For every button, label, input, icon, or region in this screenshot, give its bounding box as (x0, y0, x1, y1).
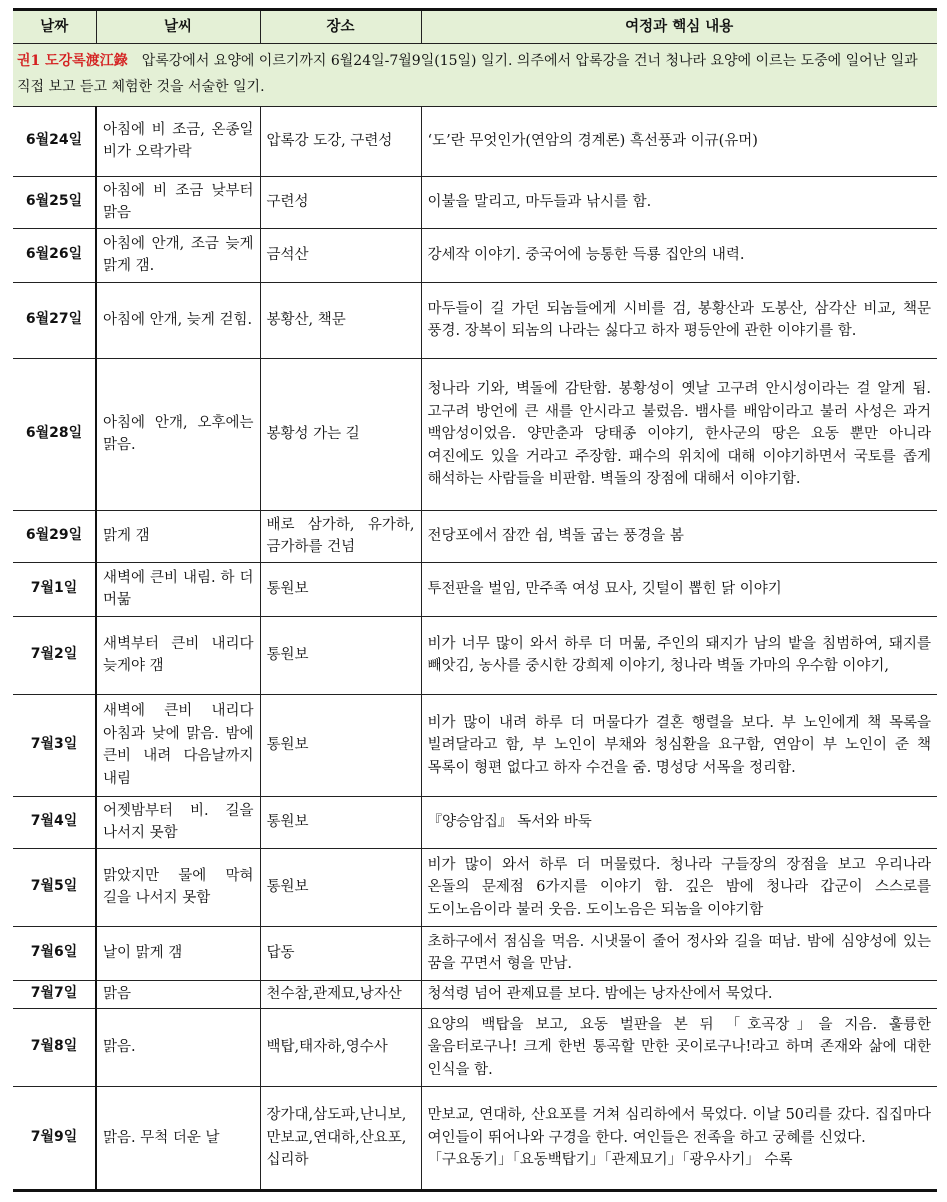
row-place: 천수참,관제묘,낭자산 (260, 980, 421, 1008)
row-weather: 아침에 안개, 늦게 걷힘. (96, 282, 260, 358)
table-row (13, 926, 937, 980)
row-content-main: 초하구에서 점심을 먹음. 시냇물이 줄어 정사와 길을 떠남. 밤에 심양성에 있는 꿈을 꾸면서 형을 만남. (427, 933, 931, 973)
volume-title: 권1 도강록渡江錄 (17, 53, 128, 69)
row-content (421, 510, 937, 562)
row-weather: 새벽에 큰비 내리다 아침과 낮에 맑음. 밤에 큰비 내려 다음날까지 내림 (96, 694, 260, 796)
row-place: 통원보 (260, 562, 421, 616)
volume-summary (13, 44, 937, 107)
row-date: 7월6일 (13, 926, 96, 980)
row-date: 7월4일 (13, 796, 96, 848)
row-weather: 어젯밤부터 비. 길을 나서지 못함 (96, 796, 260, 848)
row-place: 답동 (260, 926, 421, 980)
row-content-main: 투전판을 벌임, 만주족 여성 묘사, 깃털이 뽑힌 닭 이야기 (427, 581, 782, 598)
row-content-main: 비가 너무 많이 와서 하루 더 머묾, 주인의 돼지가 남의 밭을 침범하여, 돼지를 빼앗김, 농사를 중시한 강희제 이야기, 청나라 벽돌 가마의 우수함 이야기, (427, 635, 931, 675)
diary-rows (13, 106, 937, 1190)
row-content-main: 이불을 말리고, 마두들과 낚시를 함. (427, 194, 652, 211)
table-row (13, 106, 937, 176)
row-content (421, 926, 937, 980)
row-content (421, 980, 937, 1008)
row-date: 7월7일 (13, 980, 96, 1008)
diary-table (13, 8, 937, 1192)
row-content (421, 176, 937, 228)
header-date: 날짜 (13, 10, 96, 44)
header-place: 장소 (260, 10, 421, 44)
row-content (421, 1008, 937, 1086)
row-content (421, 562, 937, 616)
header-row (13, 10, 937, 44)
row-content (421, 358, 937, 510)
row-content-main: 비가 많이 와서 하루 더 머물렀다. 청나라 구들장의 장점을 보고 우리나라 온돌의 문제점 6가지를 이야기 함. 깊은 밤에 청나라 갑군이 스스로를 도이노음이라 불러 웃음. 도이노음은 되놈을 이야기함 (427, 856, 931, 918)
row-place: 통원보 (260, 694, 421, 796)
row-date: 6월25일 (13, 176, 96, 228)
row-date: 6월26일 (13, 228, 96, 282)
row-content (421, 1086, 937, 1190)
table-row (13, 228, 937, 282)
row-content (421, 616, 937, 694)
row-date: 7월8일 (13, 1008, 96, 1086)
row-content-main: 비가 많이 내려 하루 더 머물다가 결혼 행렬을 보다. 부 노인에게 책 목록을 빌려달라고 함, 부 노인이 부채와 청심환을 요구함, 연암이 부 노인이 준 책 목록이 형편 없다고 하자 수건을 줌. 명성당 서목을 정리함. (427, 714, 931, 776)
table-row (13, 358, 937, 510)
row-place: 통원보 (260, 796, 421, 848)
row-date: 7월9일 (13, 1086, 96, 1190)
row-content-main: 만보교, 연대하, 산요포를 거쳐 심리하에서 묵었다. 이날 50리를 갔다. 집집마다 여인들이 뛰어나와 구경을 한다. 여인들은 전족을 하고 궁혜를 신었다. (427, 1107, 931, 1146)
table-row (13, 562, 937, 616)
table-row (13, 848, 937, 926)
table-row (13, 282, 937, 358)
row-place: 배로 삼가하, 유가하, 금가하를 건넘 (260, 510, 421, 562)
row-date: 6월29일 (13, 510, 96, 562)
volume-description: 압록강에서 요양에 이르기까지 6월24일-7월9일(15일) 일기. 의주에서 압록강을 건너 청나라 요양에 이르는 도중에 일어난 일과 직접 보고 듣고 체험한 것을 서술한 일기. (17, 53, 918, 95)
row-content-main: 『양승암집』 독서와 바둑 (427, 814, 592, 831)
row-content-main: ‘도’란 무엇인가(연암의 경계론) 흑선풍과 이규(유머) (427, 133, 758, 150)
row-date: 6월27일 (13, 282, 96, 358)
row-weather: 새벽부터 큰비 내리다 늦게야 갬 (96, 616, 260, 694)
row-weather: 아침에 안개, 오후에는 맑음. (96, 358, 260, 510)
row-weather: 아침에 안개, 조금 늦게 맑게 갬. (96, 228, 260, 282)
volume-row (13, 44, 937, 107)
row-content (421, 848, 937, 926)
row-weather: 맑음. 무척 더운 날 (96, 1086, 260, 1190)
row-weather: 새벽에 큰비 내림. 하 더 머묾 (96, 562, 260, 616)
table-row (13, 1086, 937, 1190)
table-row (13, 1008, 937, 1086)
row-content-main: 요양의 백탑을 보고, 요동 벌판을 본 뒤 「호곡장」을 지음. 훌륭한 울음터로구나! 크게 한번 통곡할 만한 곳이로구나!라고 하며 존재와 삶에 대한 인식을 함. (427, 1016, 931, 1078)
row-content (421, 106, 937, 176)
table-row (13, 510, 937, 562)
row-place: 백탑,태자하,영수사 (260, 1008, 421, 1086)
row-date: 6월28일 (13, 358, 96, 510)
header-weather: 날씨 (96, 10, 260, 44)
row-content-main: 청나라 기와, 벽돌에 감탄함. 봉황성이 옛날 고구려 안시성이라는 걸 알게 됨. 고구려 방언에 큰 새를 안시라고 불렀음. 뱀사를 배암이라고 불러 사성은 과거 백암성이었음. 양만춘과 당태종 이야기, 한사군의 땅은 요동 뿐만 아니라 여진에도 있을 거라고 주장함. 패수의 위치에 대해 이야기하면서 국토를 좁게 해석하는 사람들을 비판함. 벽돌의 장점에 대해서 이야기함. (427, 381, 931, 487)
row-content (421, 694, 937, 796)
row-weather: 맑음 (96, 980, 260, 1008)
row-place: 압록강 도강, 구련성 (260, 106, 421, 176)
row-content (421, 228, 937, 282)
row-place: 통원보 (260, 616, 421, 694)
row-weather: 맑았지만 물에 막혀 길을 나서지 못함 (96, 848, 260, 926)
row-content-extra: 「구요동기」「요동백탑기」「관제묘기」「광우사기」 수록 (427, 1152, 793, 1169)
row-weather: 아침에 비 조금, 온종일 비가 오락가락 (96, 106, 260, 176)
row-content-main: 강세작 이야기. 중국어에 능통한 득룡 집안의 내력. (427, 247, 745, 264)
row-date: 7월2일 (13, 616, 96, 694)
row-place: 장가대,삼도파,난니보,만보교,연대하,산요포,십리하 (260, 1086, 421, 1190)
row-content (421, 282, 937, 358)
table-row (13, 980, 937, 1008)
table-row (13, 616, 937, 694)
row-content-main: 전당포에서 잠깐 쉼, 벽돌 굽는 풍경을 봄 (427, 528, 684, 545)
row-weather: 맑게 갬 (96, 510, 260, 562)
table-row (13, 694, 937, 796)
row-place: 통원보 (260, 848, 421, 926)
row-place: 봉황성 가는 길 (260, 358, 421, 510)
table-row (13, 796, 937, 848)
table-row (13, 176, 937, 228)
row-date: 7월5일 (13, 848, 96, 926)
header-content: 여정과 핵심 내용 (421, 10, 937, 44)
row-weather: 아침에 비 조금 낮부터 맑음 (96, 176, 260, 228)
row-date: 7월3일 (13, 694, 96, 796)
row-content-main: 마두들이 길 가던 되놈들에게 시비를 검, 봉황산과 도봉산, 삼각산 비교, 책문 풍경. 장복이 되놈의 나라는 싫다고 하자 평등안에 관한 이야기를 함. (427, 300, 931, 340)
row-place: 봉황산, 책문 (260, 282, 421, 358)
row-weather: 맑음. (96, 1008, 260, 1086)
row-content (421, 796, 937, 848)
row-content-main: 청석령 넘어 관제묘를 보다. 밤에는 낭자산에서 묵었다. (427, 986, 773, 1003)
row-place: 구련성 (260, 176, 421, 228)
row-place: 금석산 (260, 228, 421, 282)
row-date: 6월24일 (13, 106, 96, 176)
row-weather: 날이 맑게 갬 (96, 926, 260, 980)
row-date: 7월1일 (13, 562, 96, 616)
